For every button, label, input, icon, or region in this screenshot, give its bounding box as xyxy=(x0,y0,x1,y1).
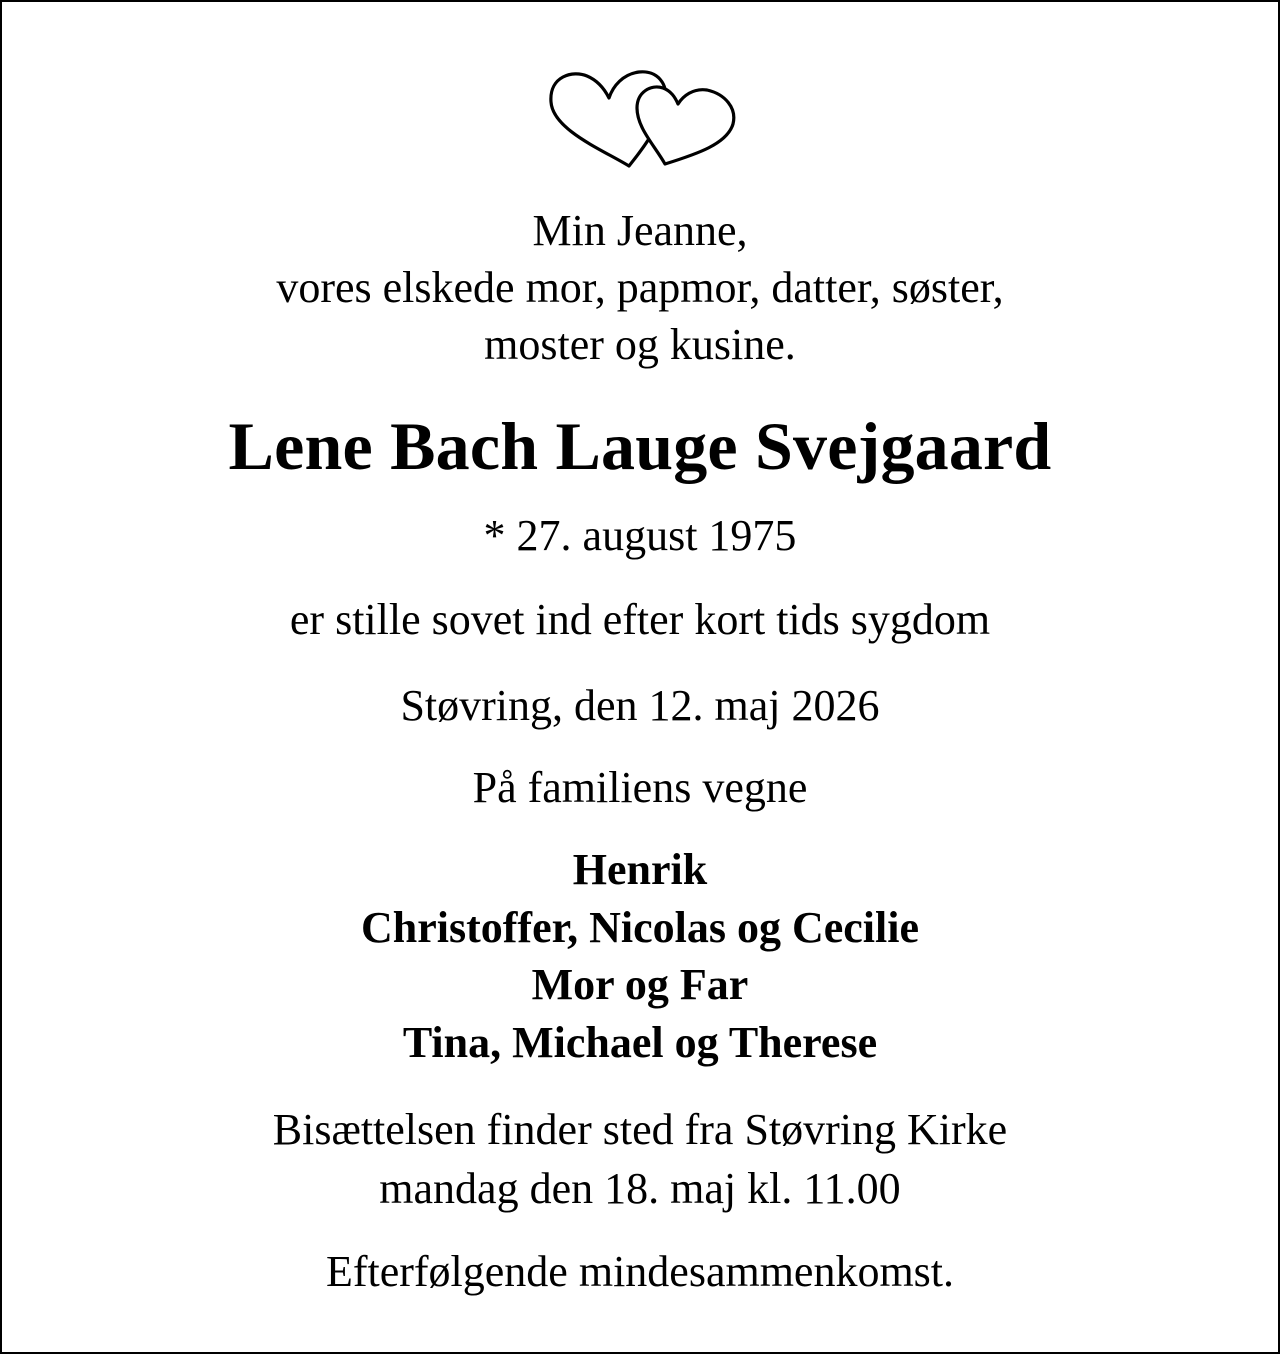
gathering-text: Efterfølgende mindesammenkomst. xyxy=(325,1247,955,1296)
funeral-info xyxy=(2,1100,1278,1218)
funeral-line: mandag den 18. maj kl. 11.00 xyxy=(379,1164,901,1213)
intro-line: Min Jeanne, xyxy=(532,206,748,255)
family-line: Tina, Michael og Therese xyxy=(402,1017,878,1067)
family-line: Henrik xyxy=(572,845,708,894)
birth-date: * 27. august 1975 xyxy=(483,511,797,560)
funeral-line: Bisættelsen finder sted fra Støvring Kirke xyxy=(272,1105,1008,1154)
double-hearts-icon xyxy=(547,66,739,172)
intro-text xyxy=(2,202,1278,373)
intro-line: vores elskede mor, papmor, datter, søster, xyxy=(276,263,1004,312)
intro-line: moster og kusine. xyxy=(484,320,796,369)
on-behalf-text: På familiens vegne xyxy=(472,763,808,812)
family-line: Mor og Far xyxy=(531,960,749,1009)
deceased-name: Lene Bach Lauge Svejgaard xyxy=(228,408,1052,484)
place-and-date: Støvring, den 12. maj 2026 xyxy=(400,681,880,730)
passing-text: er stille sovet ind efter kort tids sygdom xyxy=(289,595,991,644)
family-line: Christoffer, Nicolas og Cecilie xyxy=(360,902,919,952)
family-signatures xyxy=(2,841,1278,1071)
